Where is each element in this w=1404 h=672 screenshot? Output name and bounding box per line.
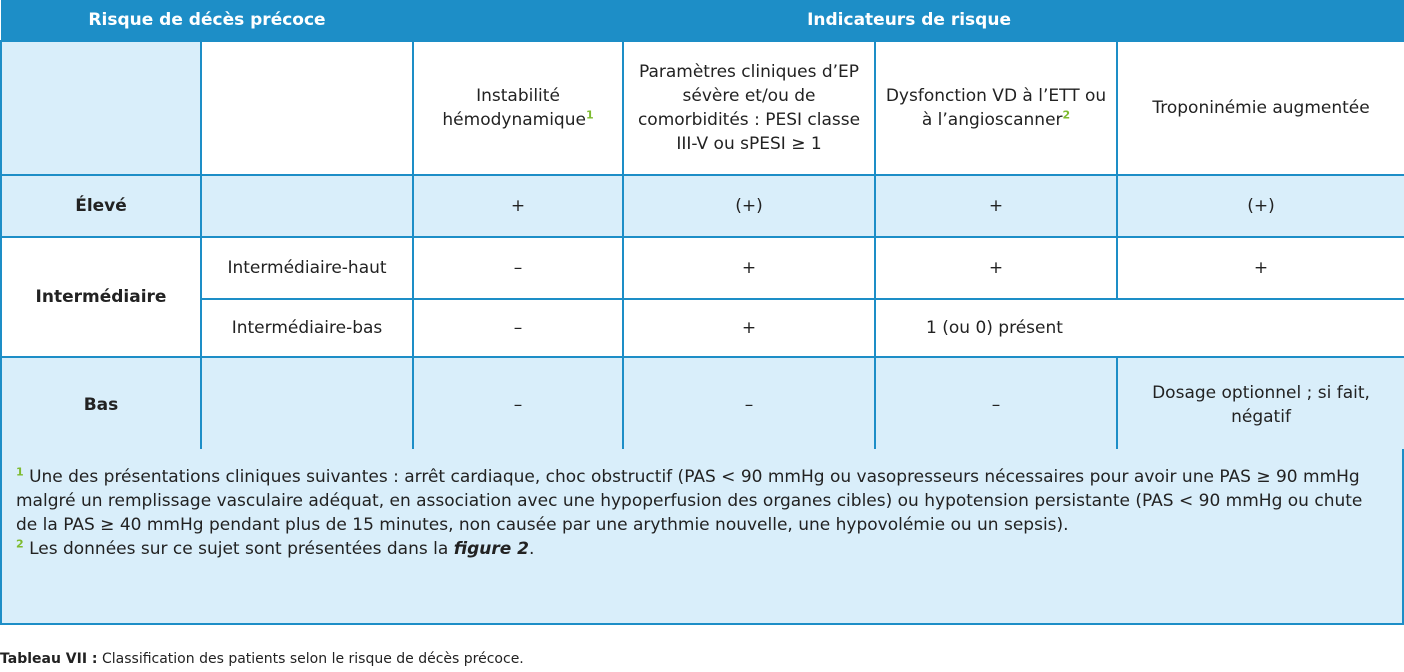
cell: (+) bbox=[623, 175, 875, 237]
cell: – bbox=[413, 237, 623, 299]
table-caption bbox=[0, 650, 524, 668]
col-header-pesi: Paramètres cliniques d’EP sévère et/ou de comorbidités : PESI classe III-V ou sPESI ≥ 1 bbox=[623, 41, 875, 175]
footnote-2: $^2$ Les données sur ce sujet sont présentées dans la figure 2. bbox=[16, 537, 535, 559]
table-row-intermediaire-bas bbox=[1, 299, 1404, 357]
row-label-bas: Bas bbox=[1, 357, 201, 452]
cell: + bbox=[875, 237, 1117, 299]
row-label-intermediaire: Intermédiaire bbox=[1, 237, 201, 357]
header-row bbox=[1, 0, 1404, 41]
footnotes bbox=[0, 449, 1404, 625]
table-row-bas bbox=[1, 357, 1404, 452]
footnote-1: $^1$ Une des présentations cliniques suivantes : arrêt cardiaque, choc obstructif (PAS < 90 mmHg ou vasopresseurs nécessaires pour avoir une PAS ≥ 90 mmHg malgré un remplissage vasculaire adéquat, en association avec une hypoperfusion des organes cibles) ou hypotension persistante (PAS < 90 mmHg ou chute de la PAS ≥ 40 mmHg pendant plus de 15 minutes, non causée par une arythmie nouvelle, une hypovolémie ou un sepsis). bbox=[16, 465, 1363, 535]
empty-cell bbox=[1, 41, 201, 175]
cell: Dosage optionnel ; si fait, négatif bbox=[1117, 357, 1404, 452]
caption-label: Tableau VII : bbox=[0, 651, 98, 667]
table-row-intermediaire-haut bbox=[1, 237, 1404, 299]
header-indicators: Indicateurs de risque bbox=[413, 0, 1404, 41]
cell: – bbox=[875, 357, 1117, 452]
cell: – bbox=[413, 357, 623, 452]
cell: + bbox=[875, 175, 1117, 237]
table-row-eleve bbox=[1, 175, 1404, 237]
figure-reference: figure 2 bbox=[453, 539, 530, 559]
empty-cell bbox=[201, 41, 413, 175]
row-label-eleve: Élevé bbox=[1, 175, 201, 237]
cell-merged: 1 (ou 0) présent bbox=[875, 299, 1404, 357]
empty-cell bbox=[201, 357, 413, 452]
cell: – bbox=[413, 299, 623, 357]
cell: (+) bbox=[1117, 175, 1404, 237]
cell: + bbox=[623, 237, 875, 299]
footnote-2-mark: 2 bbox=[16, 537, 24, 551]
footnote-mark-1: 1 bbox=[585, 108, 594, 122]
sub-label-intermediaire-bas: Intermédiaire-bas bbox=[201, 299, 413, 357]
cell: + bbox=[413, 175, 623, 237]
header-risk: Risque de décès précoce bbox=[1, 0, 413, 41]
cell: + bbox=[1117, 237, 1404, 299]
col-header-troponine: Troponinémie augmentée bbox=[1117, 41, 1404, 175]
footnote-1-mark: 1 bbox=[16, 465, 24, 479]
col-header-instabilite: Instabilité hémodynamique$^1$ bbox=[413, 41, 623, 175]
sub-label-intermediaire-haut: Intermédiaire-haut bbox=[201, 237, 413, 299]
col-header-dysfonction-vd: Dysfonction VD à l’ETT ou à l’angioscanner$^2$ bbox=[875, 41, 1117, 175]
empty-cell bbox=[201, 175, 413, 237]
cell: + bbox=[623, 299, 875, 357]
cell: – bbox=[623, 357, 875, 452]
caption-text: Classification des patients selon le risque de décès précoce. bbox=[101, 651, 524, 667]
footnote-mark-2: 2 bbox=[1062, 108, 1071, 122]
column-headers-row bbox=[1, 41, 1404, 175]
